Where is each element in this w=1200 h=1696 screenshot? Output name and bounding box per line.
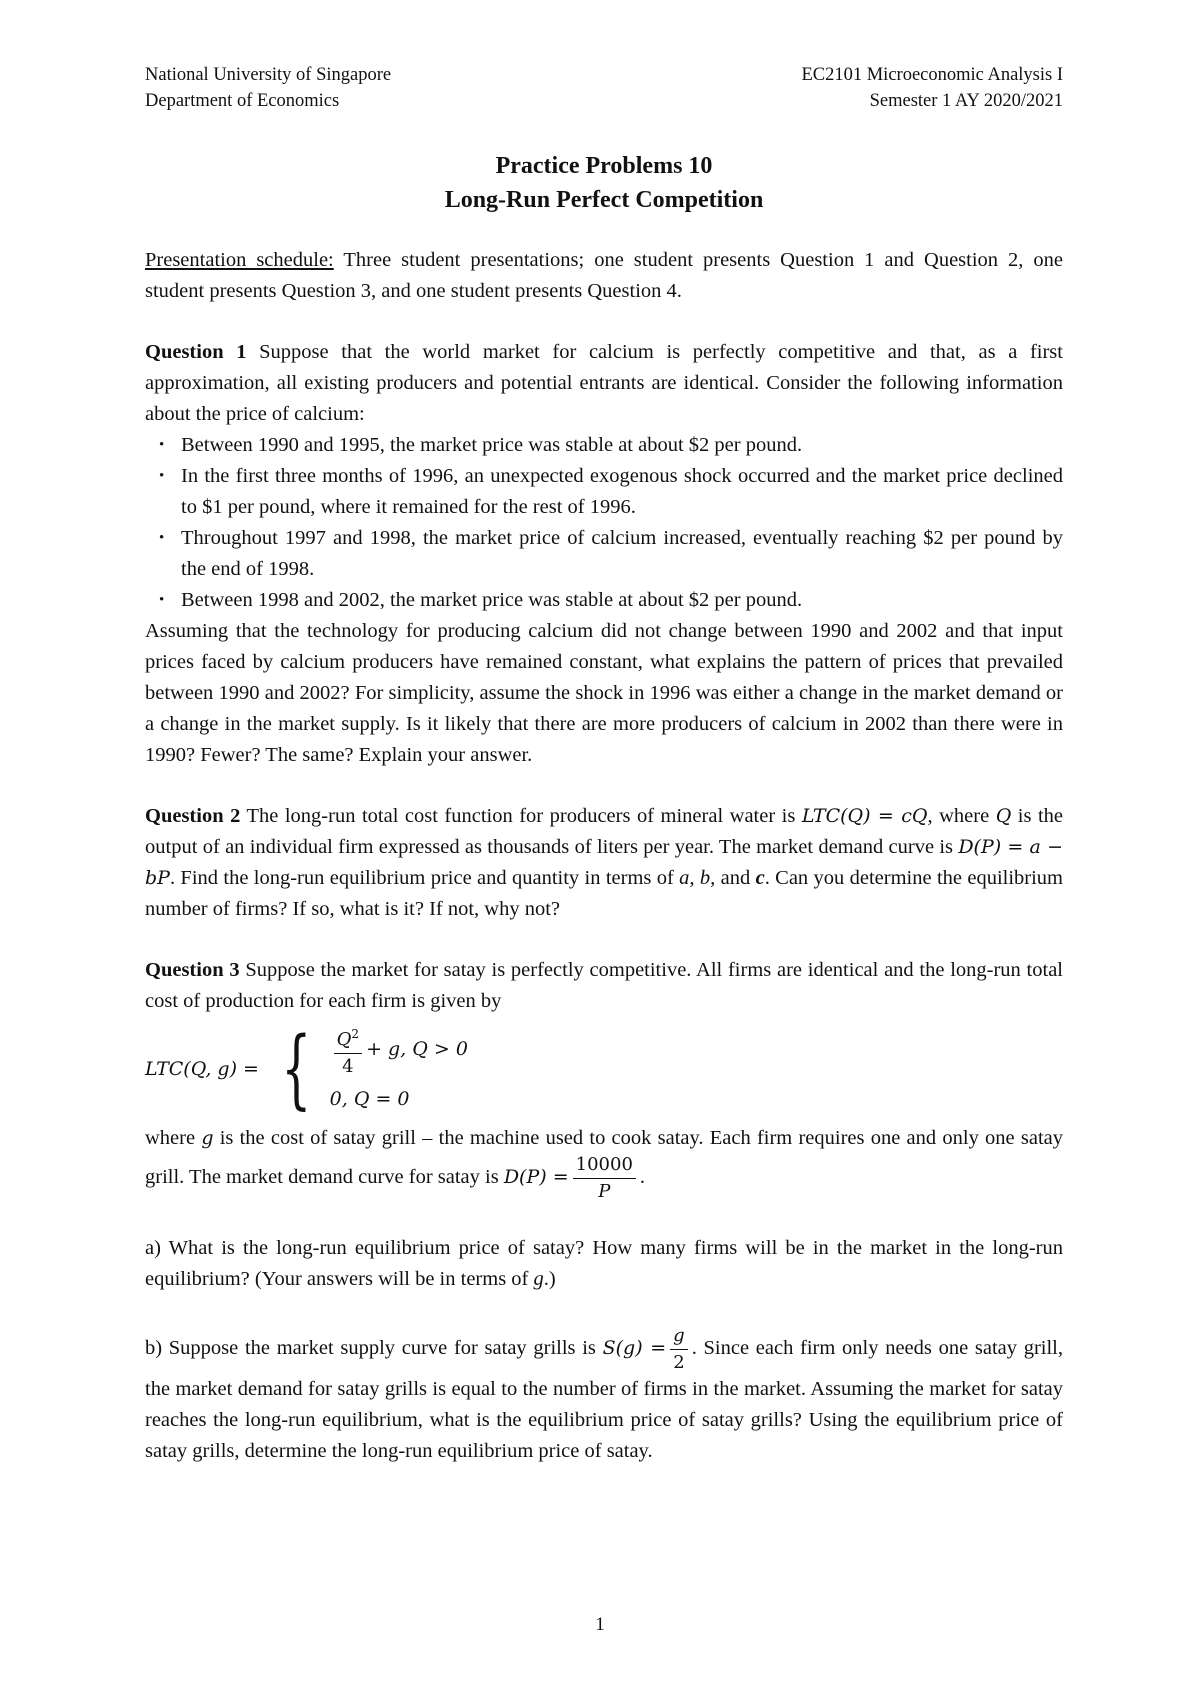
question-2-label: Question 2 (145, 805, 241, 827)
list-item (157, 585, 1063, 616)
case1-numerator: Q (336, 1029, 352, 1050)
var-g: g (201, 1127, 214, 1149)
q3-text-1: where (145, 1127, 202, 1149)
part-a-text: a) What is the long-run equilibrium price of satay? How many firms will be in the market in the long-run equilibrium? (Your answers will be in terms of (145, 1237, 1063, 1290)
page-title: Practice Problems 10 (495, 153, 713, 179)
bullet-icon: • (159, 437, 165, 453)
university-name: National University of Singapore (145, 65, 392, 85)
document-page (145, 62, 1063, 1467)
bullet-icon: • (159, 530, 165, 546)
list-item (157, 461, 1063, 523)
question-2 (145, 801, 1063, 925)
q2-text-6: . Can you determine the equilibrium number of firms? If so, what is it? If not, why not? (145, 867, 1063, 920)
question-3-intro-text: Suppose the market for satay is perfectly competitive. All firms are identical and the long-run total cost of production for each firm is given by (145, 959, 1063, 1012)
supply-lhs: S(g) = (602, 1337, 667, 1360)
q2-text-3: is the output of an individual firm expressed as thousands of liters per year. The market demand curve is (145, 805, 1063, 858)
semester: Semester 1 AY 2020/2021 (869, 91, 1063, 111)
bullet-text: Between 1998 and 2002, the market price was stable at about $2 per pound. (181, 589, 803, 611)
question-2-text (145, 801, 1063, 925)
case1-denominator: 4 (342, 1056, 354, 1077)
piecewise-cases (330, 1023, 468, 1115)
question-1-closing: Assuming that the technology for producing calcium did not change between 1990 and 2002 and that input prices faced by calcium producers have remained constant, what explains the pattern of prices that prevailed between 1990 and 2002? For simplicity, assume the shock in 1996 was either a change in the market demand or a change in the market supply. Is it likely that there are more producers of calcium in 2002 than there were in 1990? Fewer? The same? Explain your answer. (145, 620, 1063, 766)
bullet-icon: • (159, 592, 165, 608)
department-name: Department of Economics (145, 91, 340, 111)
question-3-grill-text (145, 1123, 1063, 1203)
case-1 (330, 1023, 468, 1078)
ltc-piecewise-equation (145, 1021, 1063, 1117)
part-b (145, 1325, 1063, 1467)
q3-text-2: is the cost of satay grill – the machine used to cook satay. Each firm requires one and only one satay grill. The market demand curve for satay is (145, 1127, 1063, 1189)
schedule-text: Three student presentations; one student presents Question 1 and Question 2, one student presents Question 3, and one student presents Question 4. (145, 249, 1063, 302)
left-brace-icon: { (281, 1019, 312, 1119)
question-3-label: Question 3 (145, 959, 240, 981)
header-row-1 (145, 62, 1063, 88)
case-2: 0, Q = 0 (329, 1088, 410, 1110)
bullet-text: Throughout 1997 and 1998, the market price of calcium increased, eventually reaching $2 per pound by the end of 1998. (181, 527, 1063, 580)
question-1-intro (145, 337, 1063, 430)
q2-text-4: . Find the long-run equilibrium price and quantity in terms of (169, 867, 680, 889)
supply-fraction (670, 1325, 688, 1374)
var-q: Q (995, 805, 1012, 827)
case1-exponent: 2 (351, 1027, 360, 1041)
price-bullet-list (145, 430, 1063, 616)
q2-text-5: and (715, 867, 756, 889)
demand-fraction (573, 1154, 636, 1203)
course-name: EC2101 Microeconomic Analysis I (801, 65, 1063, 85)
case1-rest: + g, Q > 0 (366, 1038, 468, 1061)
question-3 (145, 955, 1063, 1467)
demand-denominator: P (598, 1181, 611, 1202)
demand-function: D(P) = a − bP (145, 836, 1063, 889)
q2-text-1: The long-run total cost function for producers of mineral water is (240, 805, 802, 827)
demand-numerator: 10000 (573, 1154, 636, 1179)
supply-numerator: g (673, 1325, 685, 1346)
part-a-end: .) (543, 1268, 556, 1290)
part-b-text-rest: . Since each firm only needs one satay grill, the market demand for satay grills is equal to the number of firms in the market. Assuming the market for satay reaches the long-run equilibrium, what is the equilibrium price of satay grills? Using the equilibrium price of satay grills, determine the long-run equilibrium price of satay. (145, 1337, 1063, 1462)
header-row-2 (145, 88, 1063, 114)
question-3-intro (145, 955, 1063, 1017)
ltc-lhs: LTC(Q, g) = (145, 1057, 259, 1080)
part-b-text-start: b) Suppose the market supply curve for satay grills is (145, 1337, 603, 1360)
page-subtitle: Long-Run Perfect Competition (444, 187, 764, 213)
bullet-text: Between 1990 and 1995, the market price was stable at about $2 per pound. (181, 434, 803, 456)
bullet-text: In the first three months of 1996, an unexpected exogenous shock occurred and the market price declined to $1 per pound, where it remained for the rest of 1996. (181, 465, 1063, 518)
question-1-label: Question 1 (145, 341, 247, 363)
presentation-schedule (145, 245, 1063, 307)
schedule-label: Presentation schedule: (145, 249, 334, 271)
page-number: 1 (595, 1614, 605, 1635)
q2-text-2: , where (927, 805, 996, 827)
satay-demand-lhs: D(P) = (503, 1166, 569, 1189)
question-1-intro-text: Suppose that the world market for calcium is perfectly competitive and that, as a first approximation, all existing producers and potential entrants are identical. Consider the following information about the price of calcium: (145, 341, 1063, 425)
var-c: c (755, 867, 765, 889)
part-a-var-g: g (533, 1268, 544, 1290)
question-1 (145, 337, 1063, 771)
list-item (157, 430, 1063, 461)
part-a (145, 1233, 1063, 1295)
bullet-icon: • (159, 468, 165, 484)
q3-text-3: . (639, 1166, 646, 1189)
title-block (145, 149, 1063, 217)
ltc-function: LTC(Q) = cQ (801, 805, 928, 827)
list-item (157, 523, 1063, 585)
vars-abc: a, b, (679, 867, 716, 889)
supply-denominator: 2 (673, 1352, 685, 1373)
q-squared-over-4 (334, 1023, 362, 1078)
